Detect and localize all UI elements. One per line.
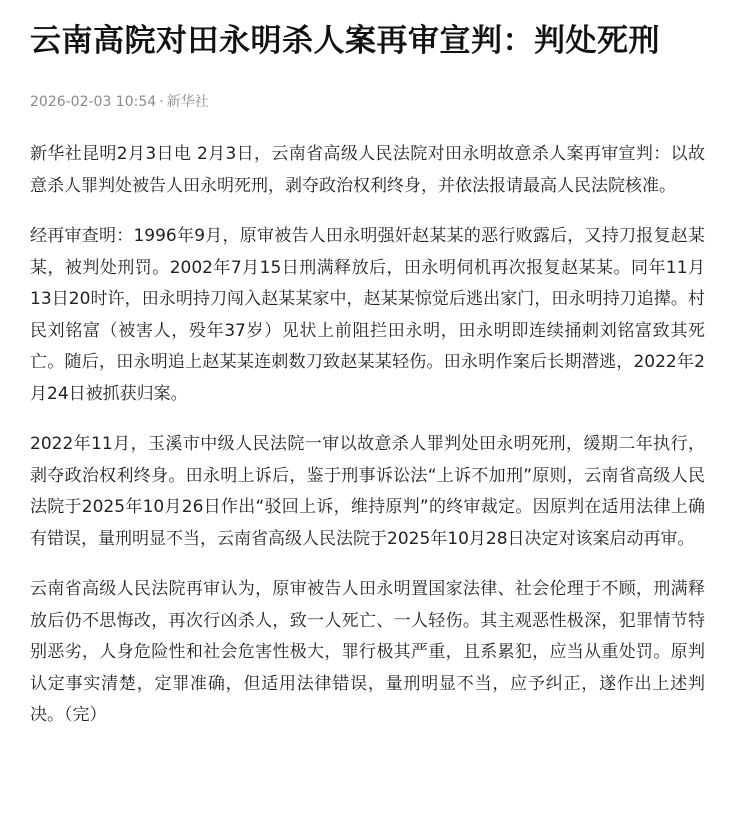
article-source: 新华社 (166, 94, 209, 110)
article-paragraph: 2022年11月，玉溪市中级人民法院一审以故意杀人罪判处田永明死刑，缓期二年执行，剥夺政治权利终身。田永明上诉后，鉴于刑事诉讼法“上诉不加刑”原则，云南省高级人民法院于2025年10月26日作出“驳回上诉，维持原判”的终审裁定。因原判在适用法律上确有错误，量刑明显不当，云南省高级人民法院于2025年10月28日决定对该案启动再审。 (30, 434, 705, 549)
article-paragraph: 经再审查明：1996年9月，原审被告人田永明强奸赵某某的恶行败露后，又持刀报复赵某某，被判处刑罚。2002年7月15日刑满释放后，田永明伺机再次报复赵某某。同年11月13日20时许，田永明持刀闯入赵某某家中，赵某某惊觉后逃出家门，田永明持刀追撵。村民刘铭富（被害人，殁年37岁）见状上前阻拦田永明，田永明即连续捅刺刘铭富致其死亡。随后，田永明追上赵某某连刺数刀致赵某某轻伤。田永明作案后长期潜逃，2022年2月24日被抓获归案。 (30, 226, 705, 404)
article-body (30, 139, 705, 732)
meta-separator: · (159, 94, 164, 110)
article-paragraph: 云南省高级人民法院再审认为，原审被告人田永明置国家法律、社会伦理于不顾，刑满释放后仍不思悔改，再次行凶杀人，致一人死亡、一人轻伤。其主观恶性极深，犯罪情节特别恶劣，人身危险性和社会危害性极大，罪行极其严重，且系累犯，应当从重处罚。原判认定事实清楚，定罪准确，但适用法律错误，量刑明显不当，应予纠正，遂作出上述判决。（完） (30, 579, 705, 725)
article-title: 云南高院对田永明杀人案再审宣判：判处死刑 (30, 23, 660, 59)
publish-datetime: 2026-02-03 10:54 (30, 94, 157, 110)
article-meta (30, 93, 705, 111)
article-paragraph: 新华社昆明2月3日电 2月3日，云南省高级人民法院对田永明故意杀人案再审宣判：以故意杀人罪判处被告人田永明死刑，剥夺政治权利终身，并依法报请最高人民法院核准。 (30, 144, 705, 196)
